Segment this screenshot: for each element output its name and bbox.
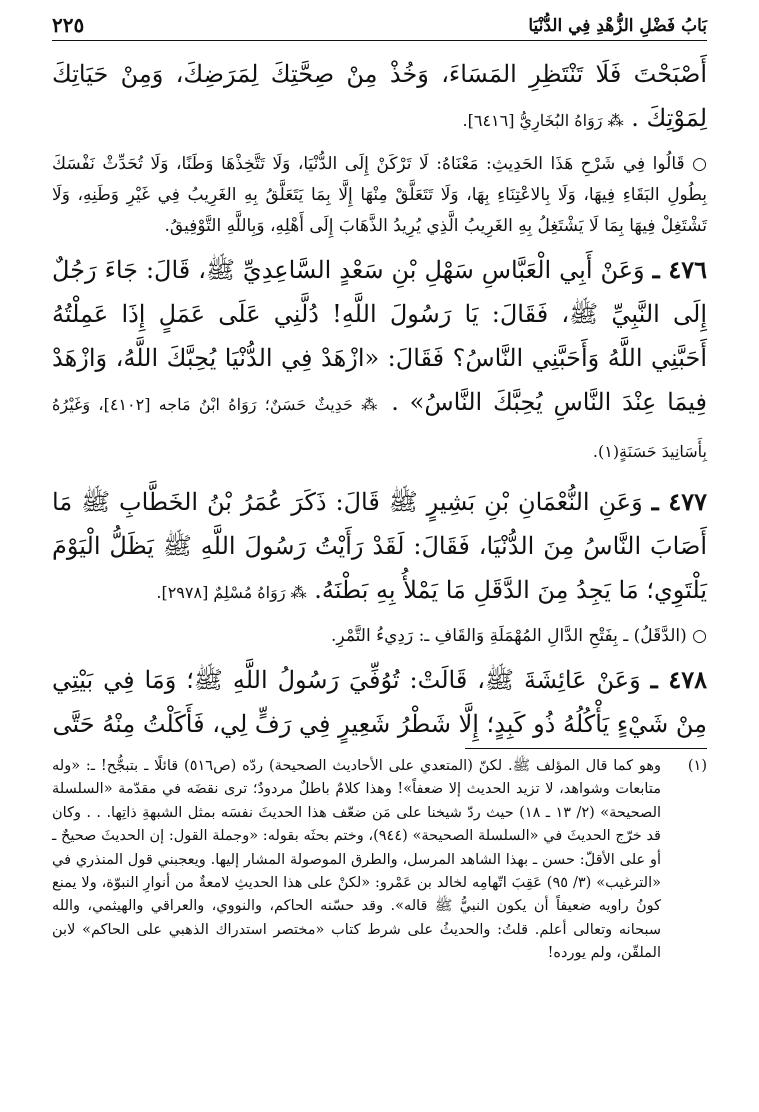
footnote-divider <box>465 748 707 749</box>
footnote-marker: (١) <box>687 758 707 774</box>
chapter-title: بَابُ فَضْلِ الزُّهْدِ فِي الدُّنْيَا <box>528 16 707 36</box>
commentary-paragraph: ○ قَالُوا فِي شَرْحِ هَذَا الحَدِيثِ: مَعْنَاهُ: لَا تَرْكَنْ إِلَى الدُّنْيَا، وَلَا تَتَّخِذْهَا وَطَنًا، وَلَا تُحَدِّثْ نَفْسَكَ بِطُولِ البَقَاءِ فِيهَا، وَلَا بِالاعْتِنَاءِ بِهَا، وَلَا تَتَعَلَّقْ مِنْهَا إِلَّا بِمَا يَتَعَلَّقُ بِهِ الغَرِيبُ فِي غَيْرِ وَطَنِهِ، وَلَا تَشْتَغِلْ فِيهَا بِمَا لَا يَشْتَغِلُ بِهِ الغَرِيبُ الَّذِي يُرِيدُ الذَّهَابَ إِلَى أَهْلِهِ، وَبِاللَّهِ التَّوْفِيقُ. <box>52 154 707 236</box>
hadith-477-number: ٤٧٧ ـ <box>651 487 707 516</box>
word-explanation: ○ (الدَّقَلُ) ـ بِفَتْحِ الدَّالِ المُهْمَلَةِ وَالقَافِ ـ: رَدِيءُ التَّمْرِ. <box>331 626 707 646</box>
running-header <box>52 2 707 41</box>
hadith-476-citation: ⁂ حَدِيثٌ حَسَنٌ؛ رَوَاهُ ابْنُ مَاجه [٤١٠٢]، وَغَيْرُهُ بِأَسَانِيدَ حَسَنَةٍ(١). <box>52 395 707 461</box>
hadith-478 <box>52 658 707 746</box>
hadith-475-citation: ⁂ رَوَاهُ البُخَارِيُّ [٦٤١٦]. <box>462 111 624 130</box>
hadith-477-text: وَعَنِ النُّعْمَانِ بْنِ بَشِيرٍ ﷺ قَالَ: ذَكَرَ عُمَرُ بْنُ الخَطَّابِ ﷺ مَا أَصَابَ النَّاسُ مِنَ الدُّنْيَا، فَقَالَ: لَقَدْ رَأَيْتُ رَسُولَ اللَّهِ ﷺ يَظَلُّ الْيَوْمَ يَلْتَوِي؛ مَا يَجِدُ مِنَ الدَّقَلِ مَا يَمْلأُ بِهِ بَطْنَهُ. <box>52 488 707 604</box>
footnote-1 <box>52 755 707 966</box>
hadith-477 <box>52 480 707 615</box>
hadith-477-citation: ⁂ رَوَاهُ مُسْلِمٌ [٢٩٧٨]. <box>156 583 307 602</box>
footnote-text: وهو كما قال المؤلف ﷺ. لكنّ (المتعدي على الأحاديث الصحيحة) ردّه (ص٥١٦) قائلًا ـ بتبجُّح! ـ: «وله متابعات وشواهد، لا تزيد الحديث إلا ضعفاً»! وهذا كلامٌ باطلٌ مردودٌ؛ ترى نقضَه في مقدّمة «السلسلة الصحيحة» (٢/ ١٣ ـ ١٨) حيث ردّ شيخنا على مَن ضعّف هذا الحديثَ نفسَه بمثل الشبهةِ ذاتِها. . . وكان قد خرّج الحديثَ في «السلسلة الصحيحة» (٩٤٤)، وختم بحثَه بقوله: «وجملة القول: إن الحديثَ صحيحٌ ـ أو على الأقلّ: حسن ـ بهذا الشاهد المرسل، والطرق الموصولة المشار إليها. ويعجبني قول المنذري في «الترغيب» (٣/ ٩٥) عَقِبَ اتّهامِه لخالد بن عَمْرو: «لكنْ على هذا الحديثِ لامعةٌ من أنوارِ النبوّة، ولا يمنع كونُ راويه ضعيفاً أن يكون النبيُّ ﷺ قاله». وقد حسّنه الحاكم، والنووي، والعراقي والهيثمي، والله سبحانه وتعالى أعلم. قلتُ: والحديثُ على شرط كتاب «مختصر استدراك الذهبي على الحاكم» لابن الملقّن، ولم يورده! <box>52 758 662 962</box>
hadith-475-ending <box>52 52 707 143</box>
footnotes-section <box>52 748 707 966</box>
hadith-476 <box>52 248 707 474</box>
page-number: ٢٢٥ <box>52 13 85 37</box>
hadith-476-text: وَعَنْ أَبِي الْعَبَّاسِ سَهْلِ بْنِ سَعْدٍ السَّاعِدِيِّ ﷺ، قَالَ: جَاءَ رَجُلٌ إِلَى النَّبِيِّ ﷺ، فَقَالَ: يَا رَسُولَ اللَّهِ! دُلَّنِي عَلَى عَمَلٍ إِذَا عَمِلْتُهُ أَحَبَّنِي اللَّهُ وَأَحَبَّنِي النَّاسُ؟ فَقَالَ: «ازْهَدْ فِي الدُّنْيَا يُحِبَّكَ اللَّهُ، وَازْهَدْ فِيمَا عِنْدَ النَّاسِ يُحِبَّكَ النَّاسُ» . <box>52 256 707 416</box>
main-text <box>52 52 707 752</box>
hadith-475-text: أَصْبَحْتَ فَلَا تَنْتَظِرِ المَسَاءَ، وَخُذْ مِنْ صِحَّتِكَ لِمَرَضِكَ، وَمِنْ حَيَاتِكَ لِمَوْتِكَ . <box>52 60 707 132</box>
hadith-478-number: ٤٧٨ ـ <box>650 665 707 694</box>
hadith-476-number: ٤٧٦ ـ <box>652 255 707 284</box>
hadith-478-text: وَعَنْ عَائِشَةَ ﷺ، قَالَتْ: تُوُفِّيَ رَسُولُ اللَّهِ ﷺ؛ وَمَا فِي بَيْتِي مِنْ شَيْءٍ يَأْكُلُهُ ذُو كَبِدٍ؛ إِلَّا شَطْرُ شَعِيرٍ فِي رَفٍّ لِي، فَأَكَلْتُ مِنْهُ حَتَّى <box>52 666 707 738</box>
